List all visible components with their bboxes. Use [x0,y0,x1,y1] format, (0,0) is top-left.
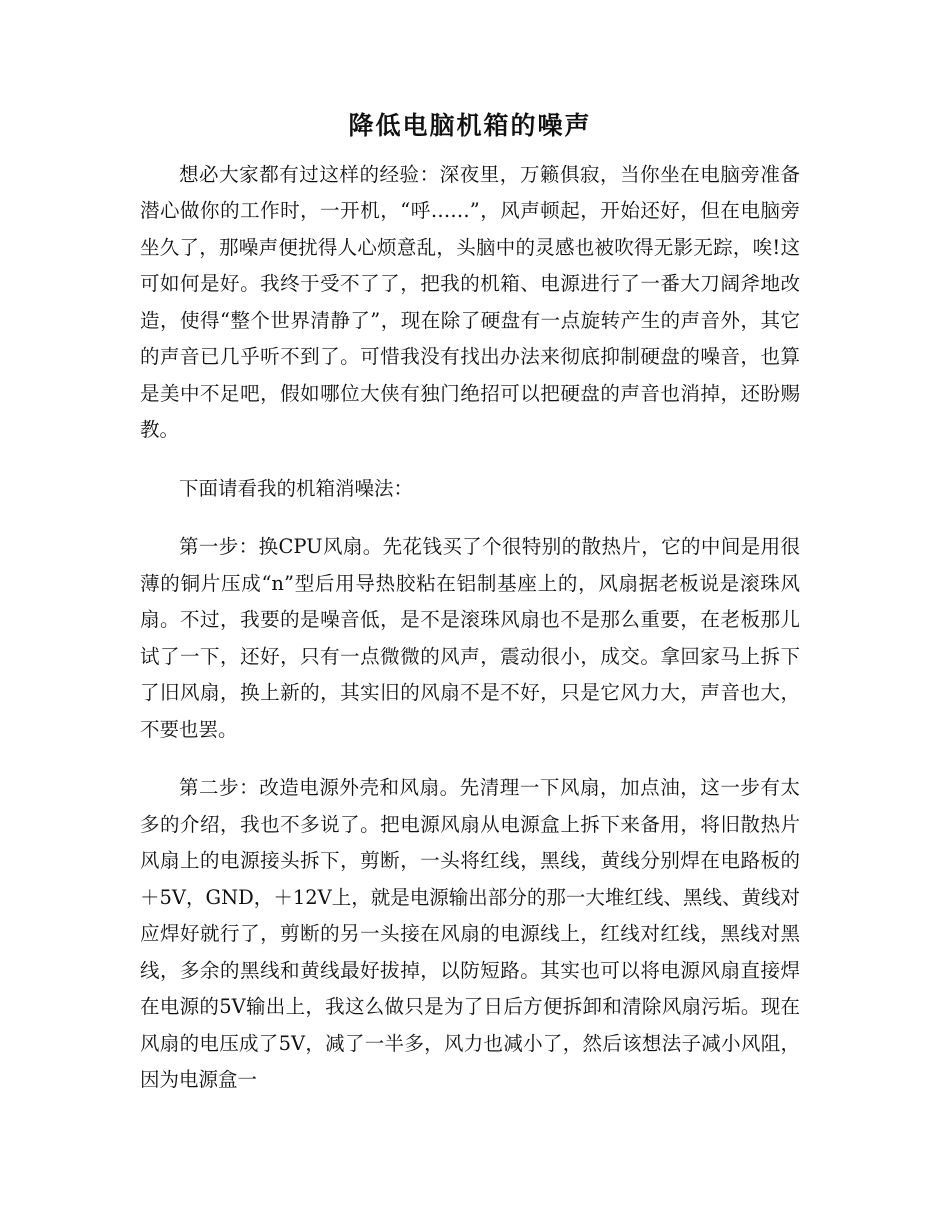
document-page [140,110,800,1121]
paragraph-intro: 想必大家都有过这样的经验：深夜里，万籁俱寂，当你坐在电脑旁准备潜心做你的工作时，一开机，“呼……”，风声顿起，开始还好，但在电脑旁坐久了，那噪声便扰得人心烦意乱，头脑中的灵感也被吹得无影无踪，唉!这可如何是好。我终于受不了了，把我的机箱、电源进行了一番大刀阔斧地改造，使得“整个世界清静了”，现在除了硬盘有一点旋转产生的声音外，其它的声音已几乎听不到了。可惜我没有找出办法来彻底抑制硬盘的噪音，也算是美中不足吧，假如哪位大侠有独门绝招可以把硬盘的声音也消掉，还盼赐教。 [140,162,800,441]
paragraph-step-one: 第一步：换CPU风扇。先花钱买了个很特别的散热片，它的中间是用很薄的铜片压成“n”型后用导热胶粘在铝制基座上的，风扇据老板说是滚珠风扇。不过，我要的是噪音低，是不是滚珠风扇也不是那么重要，在老板那儿试了一下，还好，只有一点微微的风声，震动很小，成交。拿回家马上拆下了旧风扇，换上新的，其实旧的风扇不是不好，只是它风力大，声音也大，不要也罢。 [140,535,800,741]
paragraph-method-intro: 下面请看我的机箱消噪法： [179,476,414,500]
document-title: 降低电脑机箱的噪声 [348,111,592,140]
paragraph-step-two: 第二步：改造电源外壳和风扇。先清理一下风扇，加点油，这一步有太多的介绍，我也不多说了。把电源风扇从电源盒上拆下来备用，将旧散热片风扇上的电源接头拆下，剪断，一头将红线，黑线，黄线分别焊在电路板的＋5V，GND，＋12V上，就是电源输出部分的那一大堆红线、黑线、黄线对应焊好就行了，剪断的另一头接在风扇的电源线上，红线对红线，黑线对黑线，多余的黑线和黄线最好拔掉，以防短路。其实也可以将电源风扇直接焊在电源的5V输出上，我这么做只是为了日后方便拆卸和清除风扇污垢。现在风扇的电压成了5V，减了一半多，风力也减小了，然后该想法子减小风阻，因为电源盒一 [140,776,800,1091]
